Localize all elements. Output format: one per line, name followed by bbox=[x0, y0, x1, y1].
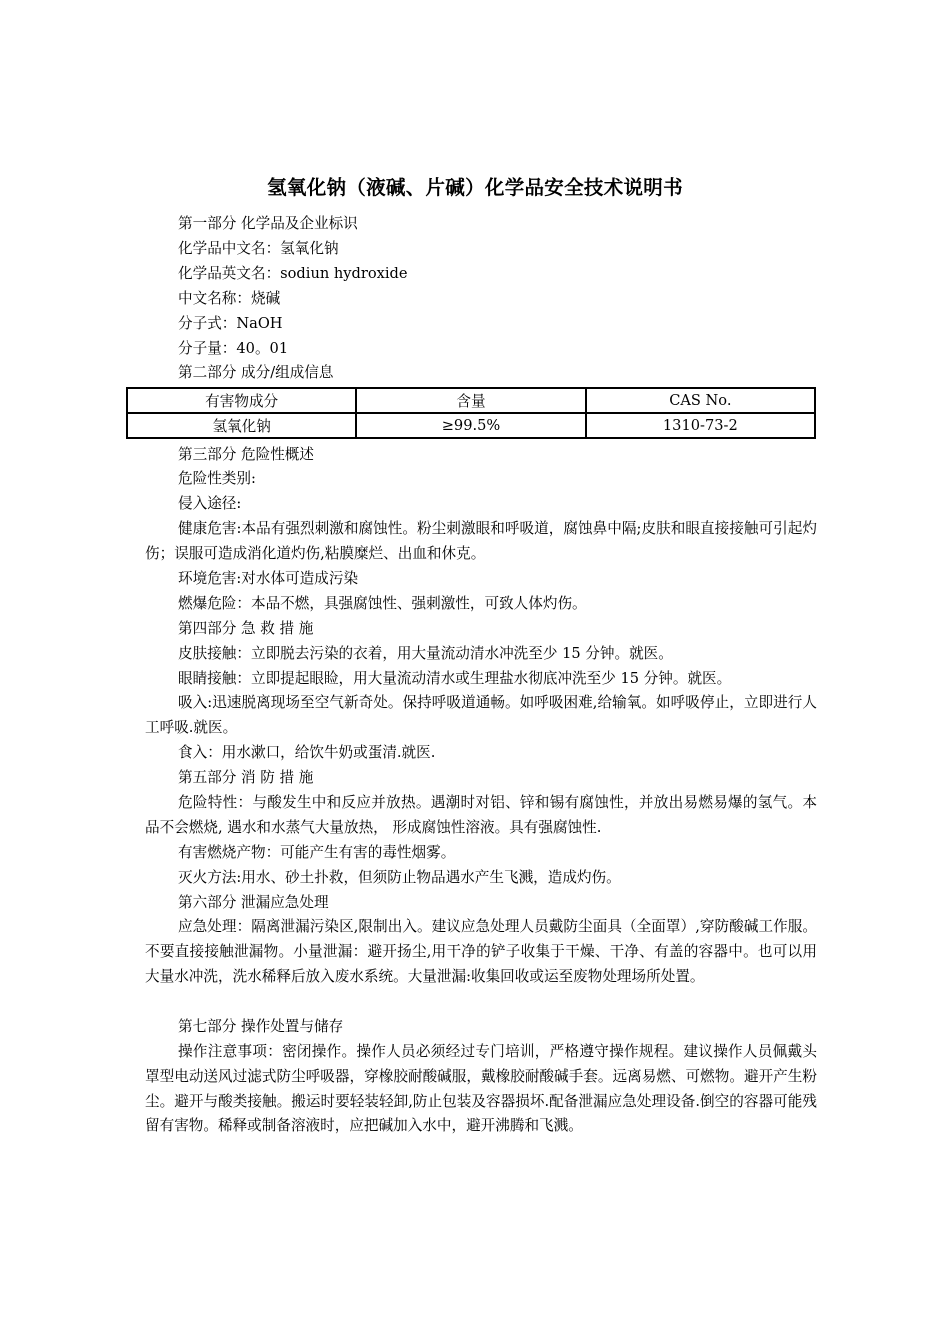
document-title: 氢氧化钠（液碱、片碱）化学品安全技术说明书 bbox=[267, 176, 683, 199]
table-header-cell: 含量 bbox=[356, 388, 585, 413]
handling-precautions: 操作注意事项：密闭操作。操作人员必须经过专门培训，严格遵守操作规程。建议操作人员佩戴头罩型电动送风过滤式防尘呼吸器，穿橡胶耐酸碱服，戴橡胶耐酸碱手套。远离易燃、可燃物。避开产生粉尘。避开与酸类接触。搬运时要轻装轻卸,防止包装及容器损坏.配备泄漏应急处理设备.倒空的容器可能残留有害物。稀释或制备溶液时，应把碱加入水中，避开沸腾和飞溅。 bbox=[145, 1043, 817, 1135]
part6-heading: 第六部分 泄漏应急处理 bbox=[178, 894, 329, 911]
hazard-category: 危险性类别: bbox=[178, 470, 256, 487]
chemical-cn-name: 化学品中文名：氢氧化钠 bbox=[178, 240, 339, 257]
skin-contact: 皮肤接触：立即脱去污染的衣着，用大量流动清水冲洗至少 15 分钟。就医。 bbox=[178, 645, 673, 662]
composition-table bbox=[126, 387, 816, 439]
table-cell: ≥99.5% bbox=[356, 413, 585, 438]
chemical-alias: 中文名称：烧碱 bbox=[178, 290, 281, 307]
part4-heading: 第四部分 急 救 措 施 bbox=[178, 620, 314, 637]
eye-contact: 眼睛接触：立即提起眼睑，用大量流动清水或生理盐水彻底冲洗至少 15 分钟。就医。 bbox=[178, 670, 732, 687]
chemical-formula: 分子式：NaOH bbox=[178, 315, 283, 332]
combustion-products: 有害燃烧产物：可能产生有害的毒性烟雾。 bbox=[178, 844, 456, 861]
hazard-properties: 危险特性：与酸发生中和反应并放热。遇潮时对铝、锌和锡有腐蚀性，并放出易燃易爆的氢气。本品不会燃烧, 遇水和水蒸气大量放热， 形成腐蚀性溶液。具有强腐蚀性. bbox=[145, 794, 817, 836]
part1-heading: 第一部分 化学品及企业标识 bbox=[178, 215, 358, 232]
ingestion: 食入：用水漱口，给饮牛奶或蛋清.就医. bbox=[178, 744, 436, 761]
table-row bbox=[127, 413, 815, 438]
inhalation: 吸入:迅速脱离现场至空气新奇处。保持呼吸道通畅。如呼吸困难,给输氧。如呼吸停止，立即进行人工呼吸.就医。 bbox=[145, 694, 817, 736]
table-header-cell: 有害物成分 bbox=[127, 388, 356, 413]
part3-heading: 第三部分 危险性概述 bbox=[178, 446, 314, 463]
table-header-row bbox=[127, 388, 815, 413]
table-header-cell: CAS No. bbox=[586, 388, 815, 413]
extinguishing-method: 灭火方法:用水、砂土扑救，但须防止物品遇水产生飞溅，造成灼伤。 bbox=[178, 869, 621, 886]
table-cell: 氢氧化钠 bbox=[127, 413, 356, 438]
part5-heading: 第五部分 消 防 措 施 bbox=[178, 769, 314, 786]
part7-heading: 第七部分 操作处置与储存 bbox=[178, 1018, 344, 1035]
environment-hazard: 环境危害:对水体可造成污染 bbox=[178, 570, 359, 587]
fire-hazard: 燃爆危险：本品不燃，具强腐蚀性、强刺激性，可致人体灼伤。 bbox=[178, 595, 587, 612]
table-cell: 1310-73-2 bbox=[586, 413, 815, 438]
emergency-response: 应急处理：隔离泄漏污染区,限制出入。建议应急处理人员戴防尘面具（全面罩）,穿防酸碱工作服。不要直接接触泄漏物。小量泄漏：避开扬尘,用干净的铲子收集于干燥、干净、有盖的容器中。也可以用大量水冲洗，洗水稀释后放入废水系统。大量泄漏:收集回收或运至废物处理场所处置。 bbox=[145, 918, 817, 985]
molecular-weight: 分子量：40。01 bbox=[178, 340, 289, 357]
chemical-en-name: 化学品英文名：sodiun hydroxide bbox=[178, 265, 408, 282]
entry-route: 侵入途径: bbox=[178, 495, 242, 512]
health-hazard: 健康危害:本品有强烈刺激和腐蚀性。粉尘刺激眼和呼吸道，腐蚀鼻中隔;皮肤和眼直接接触可引起灼伤；误服可造成消化道灼伤,粘膜糜烂、出血和休克。 bbox=[145, 520, 817, 562]
part2-heading: 第二部分 成分/组成信息 bbox=[178, 364, 334, 381]
